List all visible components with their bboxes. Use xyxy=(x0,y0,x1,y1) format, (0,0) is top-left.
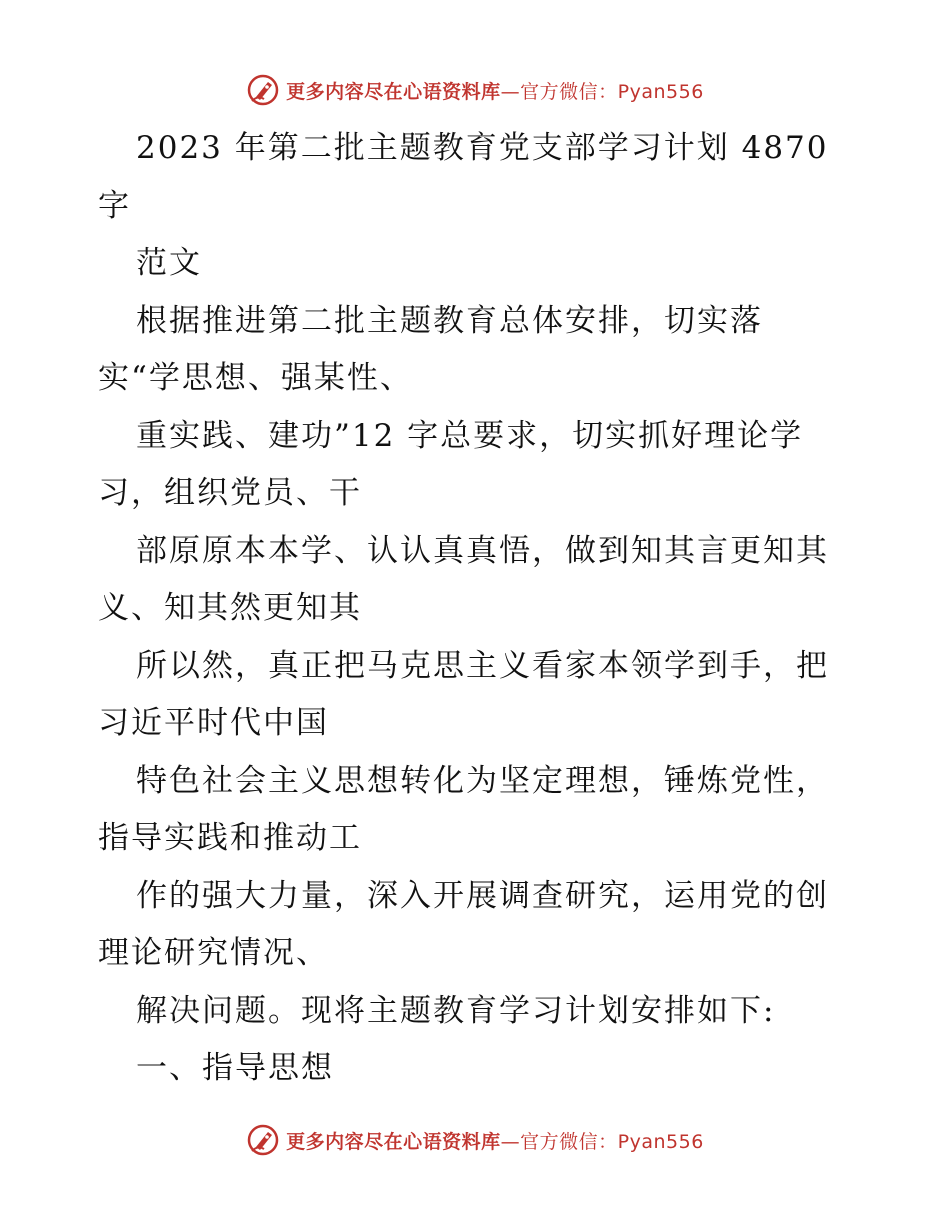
document-line: 实“学思想、强某性、 xyxy=(98,360,413,396)
document-line: 解决问题。现将主题教育学习计划安排如下: xyxy=(136,992,776,1029)
document-body xyxy=(98,120,858,1098)
pen-nib-logo-icon xyxy=(246,73,280,107)
document-line: 指导实践和推动工 xyxy=(98,820,362,856)
footer-watermark-banner xyxy=(0,1120,950,1160)
document-line: 重实践、建功”12 字总要求，切实抓好理论学 xyxy=(136,417,804,454)
header-banner-inner xyxy=(246,73,704,107)
document-line: 所以然，真正把马克思主义看家本领学到手，把 xyxy=(136,647,829,684)
header-banner-separator: — xyxy=(500,80,521,103)
document-line: 根据推进第二批主题教育总体安排，切实落 xyxy=(136,302,763,339)
footer-banner-separator: — xyxy=(500,1130,521,1153)
header-watermark-banner xyxy=(0,70,950,110)
document-line: 习近平时代中国 xyxy=(98,705,329,741)
header-banner-contact: 官方微信：Pyan556 xyxy=(520,80,704,103)
document-line: 范文 xyxy=(136,245,202,281)
footer-banner-contact: 官方微信：Pyan556 xyxy=(520,1130,704,1153)
pen-nib-logo-icon xyxy=(246,1123,280,1157)
footer-banner-text xyxy=(286,1127,704,1154)
document-line: 部原原本本学、认认真真悟，做到知其言更知其 xyxy=(136,532,829,569)
document-line: 字 xyxy=(98,187,131,224)
document-line: 2023 年第二批主题教育党支部学习计划 4870 xyxy=(136,130,829,166)
footer-banner-inner xyxy=(246,1123,704,1157)
document-line: 理论研究情况、 xyxy=(98,935,329,971)
footer-banner-main: 更多内容尽在心语资料库 xyxy=(286,1130,501,1153)
document-line: 习，组织党员、干 xyxy=(98,475,362,511)
document-line: 特色社会主义思想转化为坚定理想，锤炼党性， xyxy=(136,762,829,799)
document-line: 一、指导思想 xyxy=(136,1050,334,1086)
document-line: 义、知其然更知其 xyxy=(98,590,362,626)
document-line: 作的强大力量，深入开展调查研究，运用党的创 xyxy=(136,877,829,914)
header-banner-text xyxy=(286,77,704,104)
header-banner-main: 更多内容尽在心语资料库 xyxy=(286,80,501,103)
